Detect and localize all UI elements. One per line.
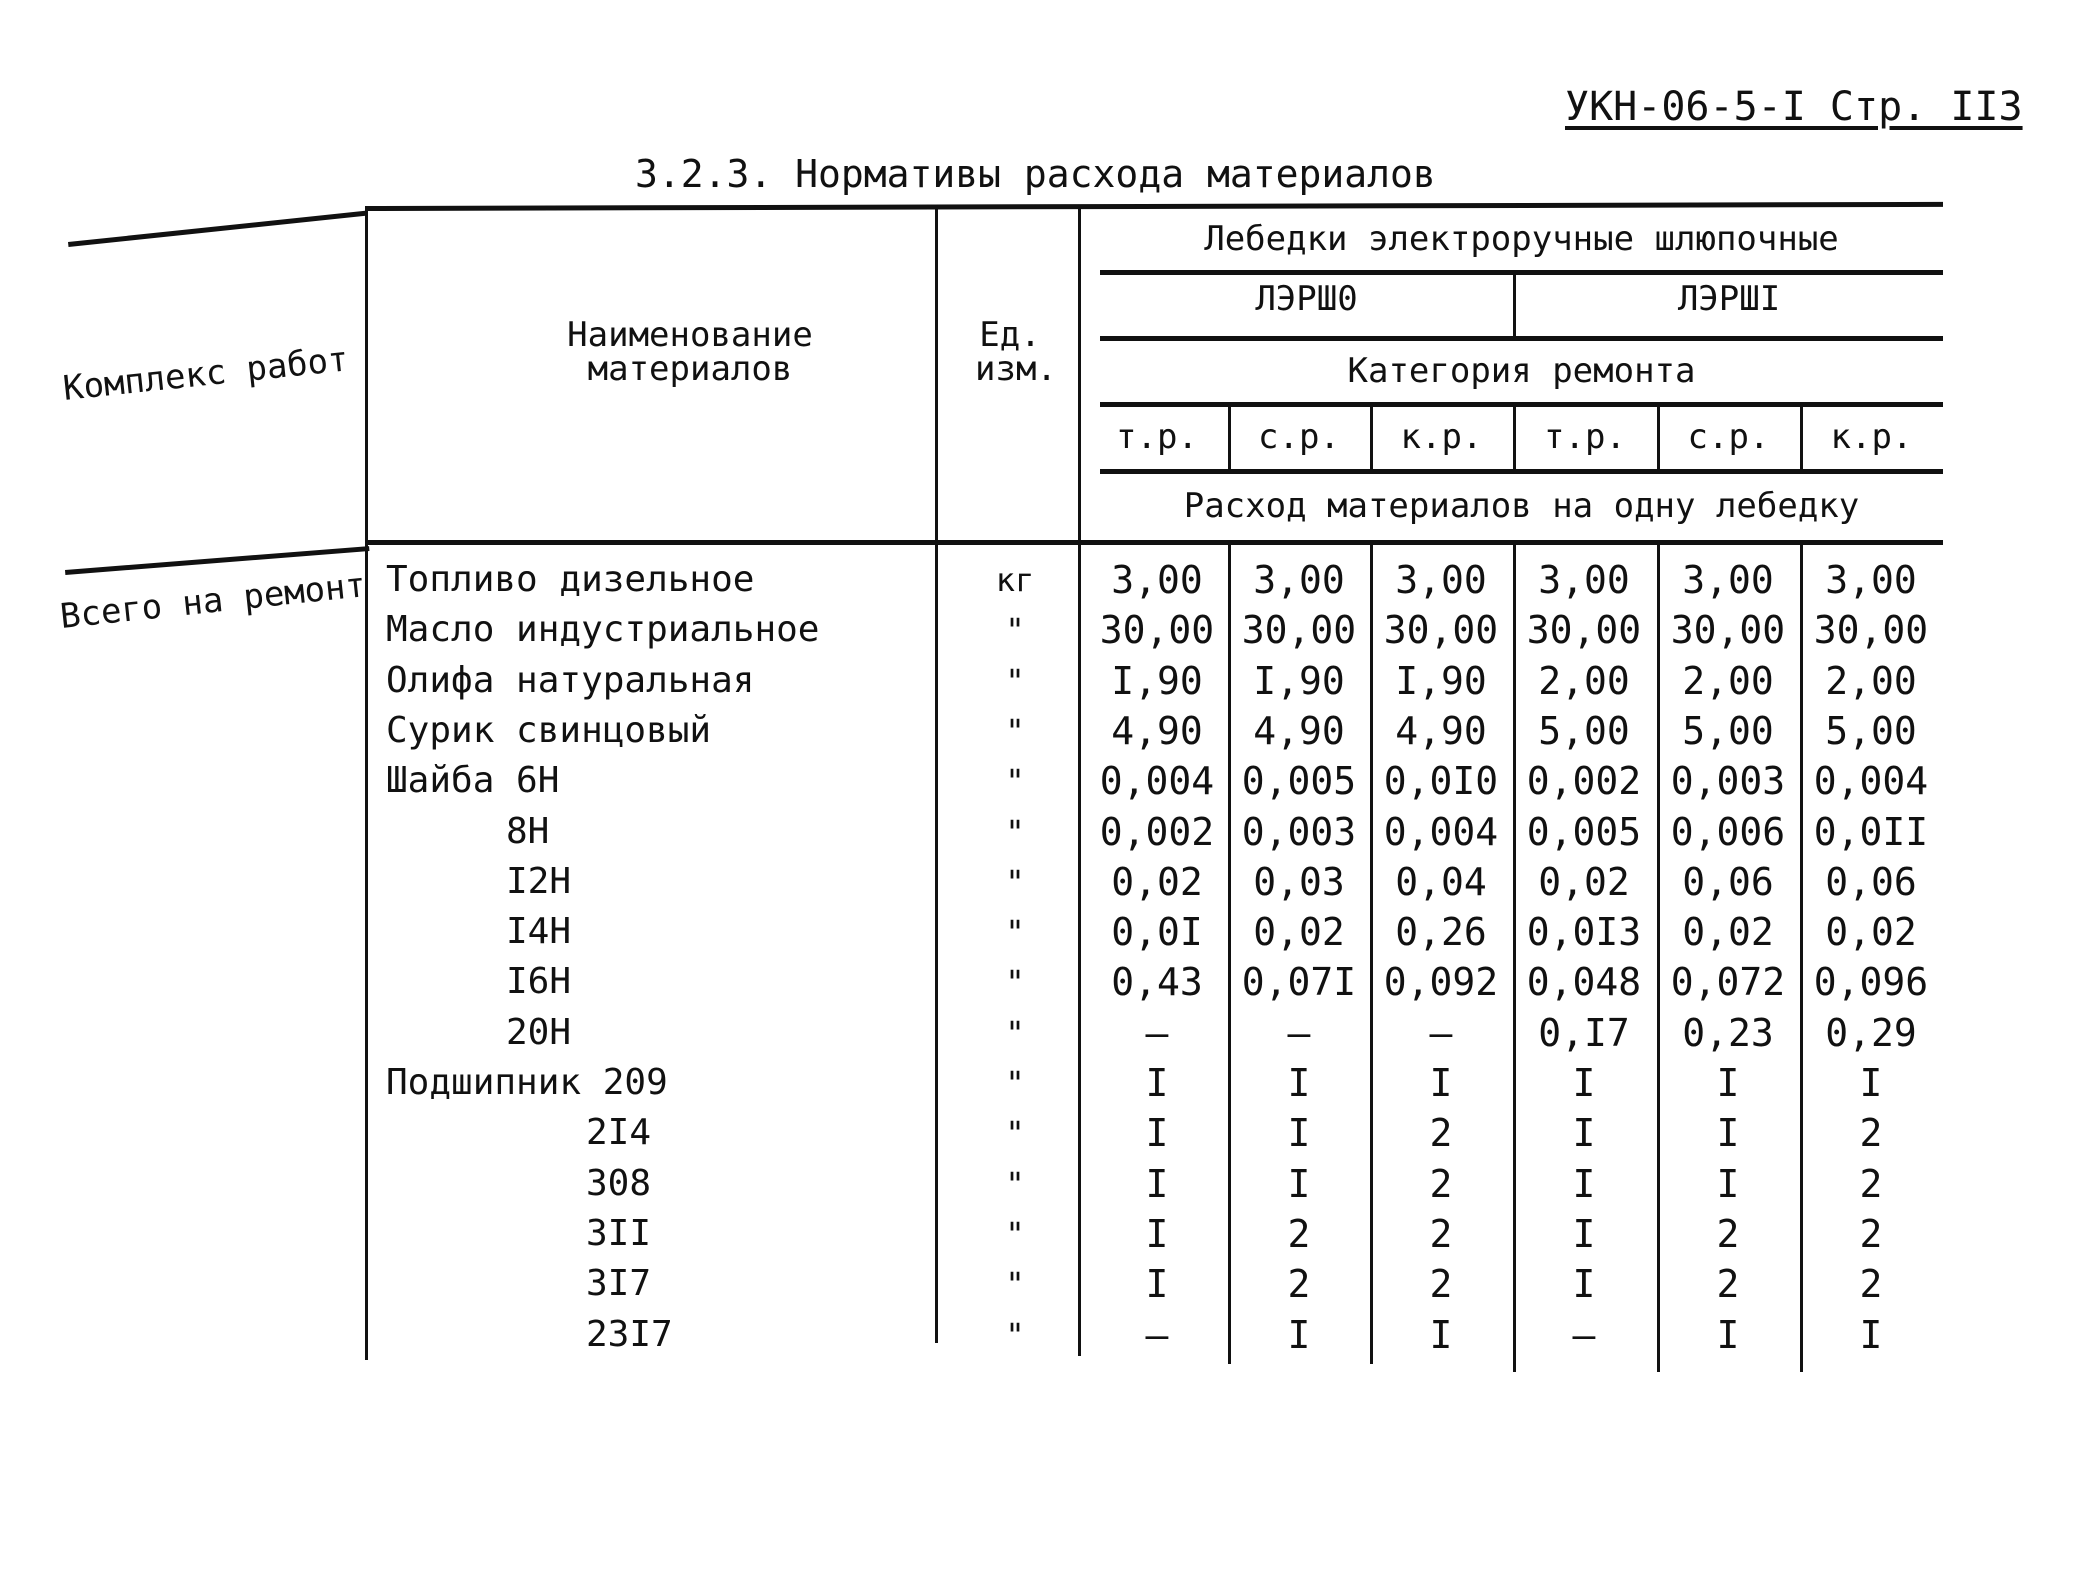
row-unit: " [1005,913,1025,952]
header-model-0: ЛЭРШ0 [1255,279,1358,319]
row-unit: " [1005,1315,1025,1354]
row-unit: " [1005,762,1025,801]
row-value: 2 [1859,1211,1883,1256]
header-cat-4: с.р. [1687,417,1770,457]
row-value: 0,07I [1241,960,1357,1005]
row-value: I [1287,1312,1311,1357]
header-cat-0: т.р. [1116,417,1198,457]
row-value: – [1572,1312,1596,1357]
row-value: I [1429,1312,1453,1357]
header-model-1: ЛЭРШI [1677,279,1781,319]
row-material-name: I4Н [506,911,572,953]
row-value: I [1145,1111,1169,1156]
row-value: I [1572,1061,1596,1105]
row-value: 0,0I3 [1526,910,1642,955]
row-value: 0,0I0 [1383,759,1499,804]
row-value: 2 [1716,1262,1740,1307]
row-value: I [1859,1312,1883,1357]
col-divider-name [935,206,938,1343]
group-header-rule [1100,270,1943,275]
row-value: 0,003 [1670,759,1786,804]
row-value: 0,004 [1813,759,1929,804]
row-unit: " [1005,611,1025,650]
col-divider-complex [365,210,368,1360]
row-material-name: I6Н [506,961,572,1003]
row-value: 4,90 [1395,708,1487,753]
row-value: 0,096 [1813,960,1929,1005]
row-value: – [1145,1010,1169,1055]
row-unit: " [1005,1164,1025,1203]
row-value: 0,006 [1670,809,1786,854]
row-value: I [1429,1061,1453,1105]
row-unit: " [1005,1013,1025,1052]
row-value: 0,26 [1395,910,1487,955]
row-material-name: 308 [586,1162,652,1204]
table-header-bottom-rule [365,540,1943,545]
row-value: 0,048 [1526,960,1642,1005]
row-value: I [1572,1211,1596,1256]
row-value: 0,092 [1383,960,1499,1005]
table-top-rule [365,202,1943,211]
row-value: I [1859,1061,1883,1105]
row-value: 30,00 [1099,608,1215,653]
row-unit: " [1005,1114,1025,1153]
row-material-name: 23I7 [586,1313,673,1355]
row-unit: " [1005,1214,1025,1253]
row-value: 5,00 [1538,708,1630,753]
row-value: 2,00 [1538,658,1630,703]
row-value: 30,00 [1241,608,1357,653]
row-material-name: Топливо дизельное [386,559,755,600]
row-material-name: Шайба 6Н [386,760,560,802]
row-unit: " [1005,963,1025,1002]
row-value: I,90 [1111,658,1203,703]
header-group: Лебедки электроручные шлюпочные [1204,219,1839,259]
row-value: 0,004 [1383,809,1499,854]
row-value: 30,00 [1813,608,1929,653]
row-material-name: 3II [586,1212,652,1254]
row-value: 30,00 [1526,608,1642,653]
row-value: 2 [1287,1262,1311,1307]
row-value: 4,90 [1253,708,1345,753]
row-value: 0,0II [1813,809,1929,854]
row-value: 2 [1429,1161,1453,1206]
subcategory-header-rule [1100,469,1943,474]
row-value: – [1287,1010,1311,1055]
row-value: 2 [1429,1111,1453,1156]
row-value: 2 [1429,1211,1453,1256]
row-material-name: Масло индустриальное [386,609,820,651]
row-value: I [1716,1312,1740,1357]
row-value: I [1145,1262,1169,1307]
row-value: 2 [1859,1262,1883,1307]
row-value: I [1145,1211,1169,1256]
header-cat-3: т.р. [1544,417,1626,457]
row-value: 0,003 [1241,809,1357,854]
row-value: I [1145,1061,1169,1105]
row-value: I,90 [1253,658,1345,703]
row-value: I [1287,1111,1311,1156]
row-value: I [1716,1161,1740,1206]
row-value: 4,90 [1111,708,1203,753]
model-header-rule [1100,336,1943,341]
row-value: 0,002 [1526,759,1642,804]
row-value: 2,00 [1682,658,1774,703]
row-value: 0,005 [1241,759,1357,804]
category-header-rule [1100,402,1943,407]
row-material-name: 3I7 [586,1263,652,1305]
row-value: 2 [1287,1211,1311,1256]
row-material-name: Сурик свинцовый [386,709,712,751]
row-value: 0,004 [1099,759,1215,804]
row-value: I,90 [1395,658,1487,703]
row-value: 0,06 [1682,859,1774,904]
row-value: 0,23 [1682,1010,1774,1055]
row-value: I [1716,1061,1740,1105]
row-unit: кг [995,561,1035,599]
row-value: I [1572,1111,1596,1156]
row-value: 3,00 [1395,558,1487,602]
row-value: 5,00 [1825,708,1917,753]
row-value: – [1429,1010,1453,1055]
row-value: 0,06 [1825,859,1917,904]
table-top-rule-left [68,211,367,247]
row-value: 3,00 [1253,558,1345,602]
row-unit: " [1005,1064,1025,1102]
page-code: УКН-06-5-I Стр. II3 [1565,84,2023,130]
row-unit: " [1005,711,1025,750]
header-complex: Комплекс работ [61,339,351,409]
row-value: I [1287,1161,1311,1206]
header-cat-2: к.р. [1400,417,1483,457]
row-value: I [1716,1111,1740,1156]
row-value: – [1145,1312,1169,1357]
row-value: 0,002 [1099,809,1215,854]
row-value: I [1145,1161,1169,1206]
complex-value: Всего на ремонт [58,565,368,637]
header-material-name: Наименование материалов [567,315,813,389]
row-value: 0,02 [1111,859,1203,904]
row-material-name: 8Н [506,810,550,852]
row-value: 2 [1716,1211,1740,1256]
row-value: 3,00 [1538,558,1630,602]
row-unit: " [1005,661,1025,700]
row-value: 0,03 [1253,859,1345,904]
row-value: 30,00 [1383,608,1499,653]
row-unit: " [1005,862,1025,901]
row-value: 3,00 [1825,558,1917,602]
row-value: 0,02 [1253,910,1345,955]
row-material-name: 2I4 [586,1112,652,1154]
row-value: 0,02 [1825,910,1917,955]
section-title: 3.2.3. Нормативы расхода материалов [635,152,1436,196]
row-value: 5,00 [1682,708,1774,753]
row-unit: " [1005,1265,1025,1304]
row-value: 0,04 [1395,859,1487,904]
row-value: 0,0I [1111,910,1203,955]
row-material-name: Подшипник 209 [386,1062,668,1103]
row-material-name: I2Н [506,860,572,902]
row-material-name: 20Н [506,1011,572,1053]
row-value: 3,00 [1682,558,1774,602]
row-value: 0,02 [1538,859,1630,904]
row-value: I [1572,1262,1596,1307]
row-unit: " [1005,812,1025,851]
row-value: I [1572,1161,1596,1206]
row-material-name: Олифа натуральная [386,659,755,701]
header-cat-1: с.р. [1258,417,1340,457]
row-value: 2 [1859,1161,1883,1206]
row-value: 2,00 [1825,658,1917,703]
row-value: 0,02 [1682,910,1774,955]
row-value: 3,00 [1111,558,1203,602]
row-value: 2 [1859,1111,1883,1156]
row-value: 0,29 [1825,1010,1917,1055]
row-value: 0,005 [1526,809,1642,854]
row-value: I [1287,1061,1311,1105]
row-value: 0,43 [1111,960,1203,1005]
header-consumption: Расход материалов на одну лебедку [1183,486,1860,526]
row-value: 2 [1429,1262,1453,1307]
header-repair-category: Категория ремонта [1347,351,1696,391]
header-cat-5: к.р. [1830,417,1913,457]
row-value: 0,072 [1670,960,1786,1005]
row-value: 30,00 [1670,608,1786,653]
row-value: 0,I7 [1538,1010,1630,1055]
header-unit: Ед. изм. [975,315,1057,389]
